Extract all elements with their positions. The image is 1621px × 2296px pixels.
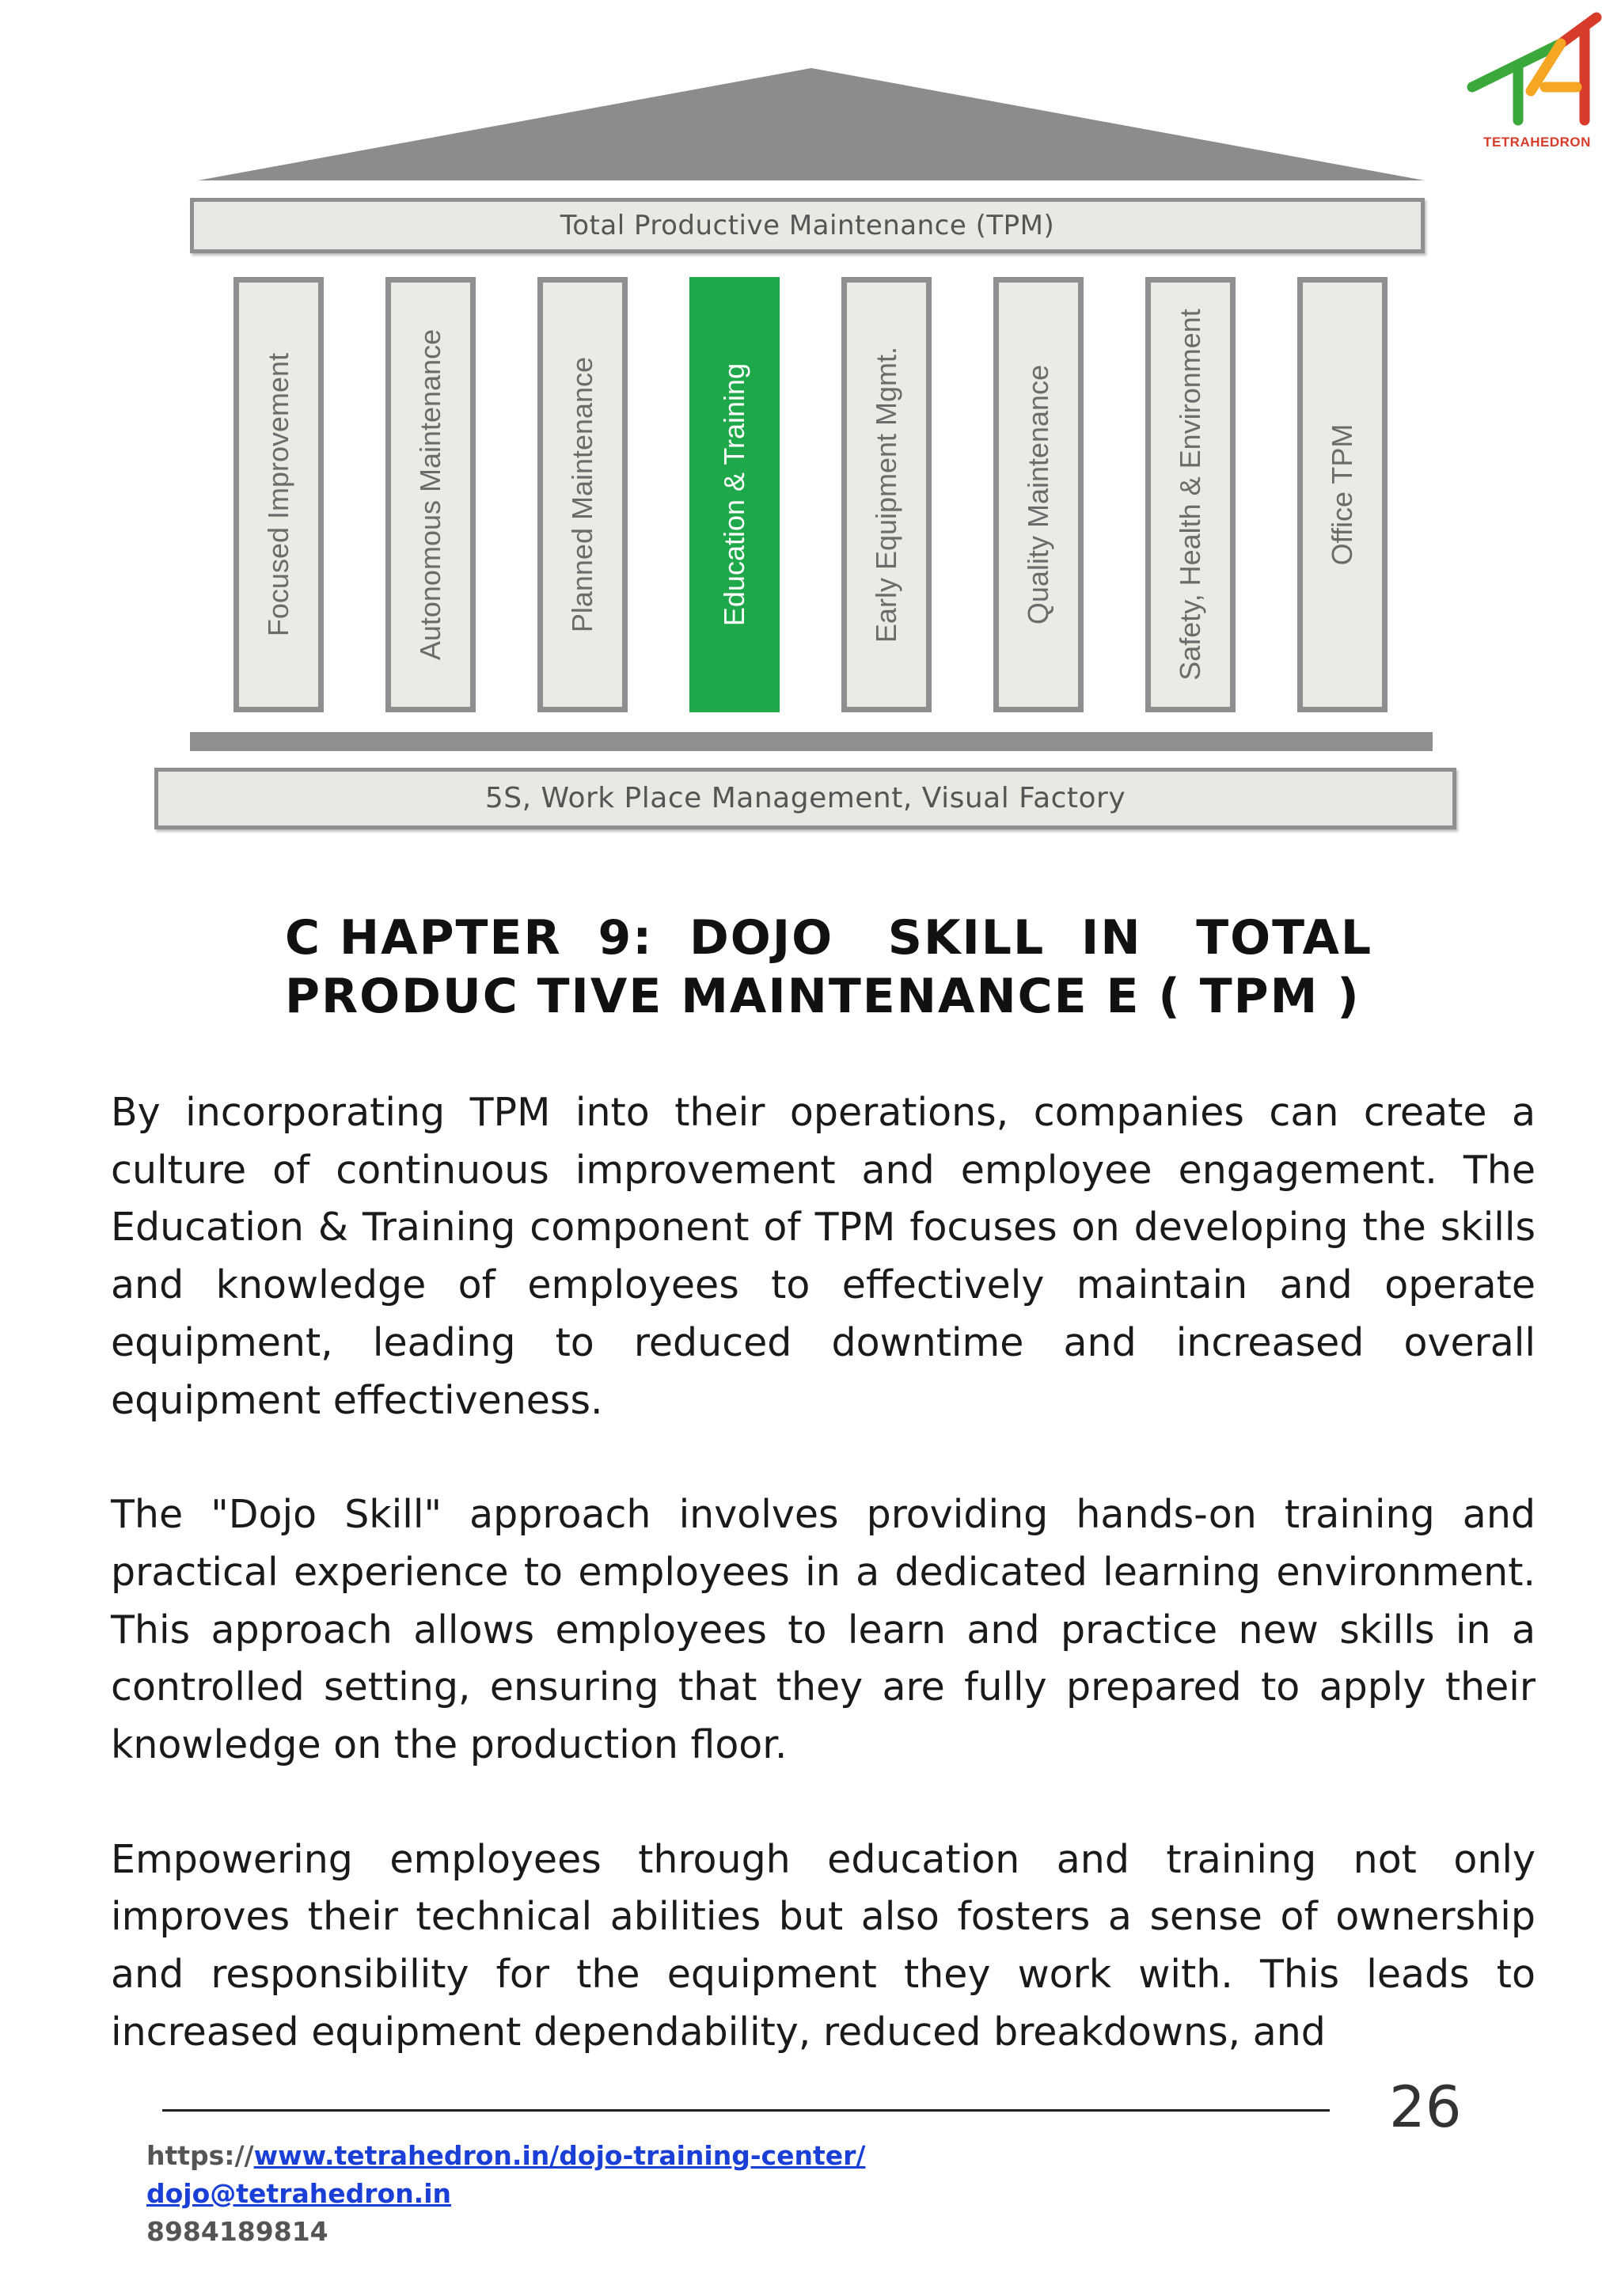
footer-divider [162, 2109, 1330, 2112]
tpm-pillars-diagram [146, 63, 1464, 843]
pillar-early-equipment-mgmt [841, 277, 932, 712]
temple-roof [194, 63, 1429, 182]
footer-contact [146, 2137, 865, 2251]
pillar-label: Safety, Health & Environment [1174, 309, 1206, 681]
pillar-autonomous-maintenance [385, 277, 476, 712]
pillar-focused-improvement [233, 277, 324, 712]
tetrahedron-logo-icon [1466, 8, 1608, 135]
tetrahedron-logo [1466, 8, 1608, 158]
body-text [111, 1084, 1536, 2119]
tpm-beam: Total Productive Maintenance (TPM) [190, 198, 1425, 253]
pillar-label: Office TPM [1326, 423, 1358, 566]
temple-plinth [190, 732, 1433, 751]
paragraph-tpm-culture: By incorporating TPM into their operations, companies can create a culture of continuous improvement and employee engagement. The Education & Training component of TPM focuses on developing the skills and knowledge of employees to effectively maintain and operate equipment, leading to reduced downtime and increased overall equipment effectiveness. [111, 1090, 1536, 1423]
logo-wordmark: TETRAHEDRON [1483, 135, 1591, 150]
chapter-title-line-2: PRODUC TIVE MAINTENANCE E ( TPM ) [285, 969, 1361, 1024]
tpm-foundation: 5S, Work Place Management, Visual Factory [154, 768, 1456, 829]
pillar-label: Education & Training [718, 362, 750, 627]
dojo-training-center-link[interactable]: www.tetrahedron.in/dojo-training-center/ [253, 2140, 866, 2171]
pillar-safety-health-environment [1145, 277, 1236, 712]
pillar-label: Early Equipment Mgmt. [870, 346, 902, 643]
chapter-title [285, 909, 1393, 1026]
url-prefix: https:// [146, 2140, 254, 2171]
page-number: 26 [1389, 2074, 1462, 2140]
email-link[interactable]: dojo@tetrahedron.in [146, 2178, 452, 2209]
paragraph-dojo-skill: The "Dojo Skill" approach involves providing hands-on training and practical experience to employees in a dedicated learning environment. This approach allows employees to learn and practice new skills in a controlled setting, ensuring that they are fully prepared to apply their knowledge on the production floor. [111, 1492, 1536, 1768]
pillar-quality-maintenance [993, 277, 1084, 712]
pillar-label: Autonomous Maintenance [414, 328, 446, 661]
footer-phone: 8984189814 [146, 2216, 328, 2247]
pillar-label: Focused Improvement [262, 352, 294, 637]
paragraph-empowering: Empowering employees through education and training not only improves their technical abilities but also fosters a sense of ownership and responsibility for the equipment they work with. This leads to increased equipment dependability, reduced breakdowns, and [111, 1836, 1536, 2055]
logo-red-stroke [1561, 17, 1596, 44]
pillar-education-training [689, 277, 780, 712]
pillar-label: Quality Maintenance [1022, 364, 1054, 625]
chapter-title-line-1: C HAPTER 9: DOJO SKILL IN TOTAL [285, 910, 1373, 966]
pillar-planned-maintenance [537, 277, 628, 712]
footer-email-row [146, 2175, 865, 2213]
footer-url-row [146, 2137, 865, 2175]
pillar-office-tpm [1297, 277, 1388, 712]
pillar-label: Planned Maintenance [566, 356, 598, 633]
